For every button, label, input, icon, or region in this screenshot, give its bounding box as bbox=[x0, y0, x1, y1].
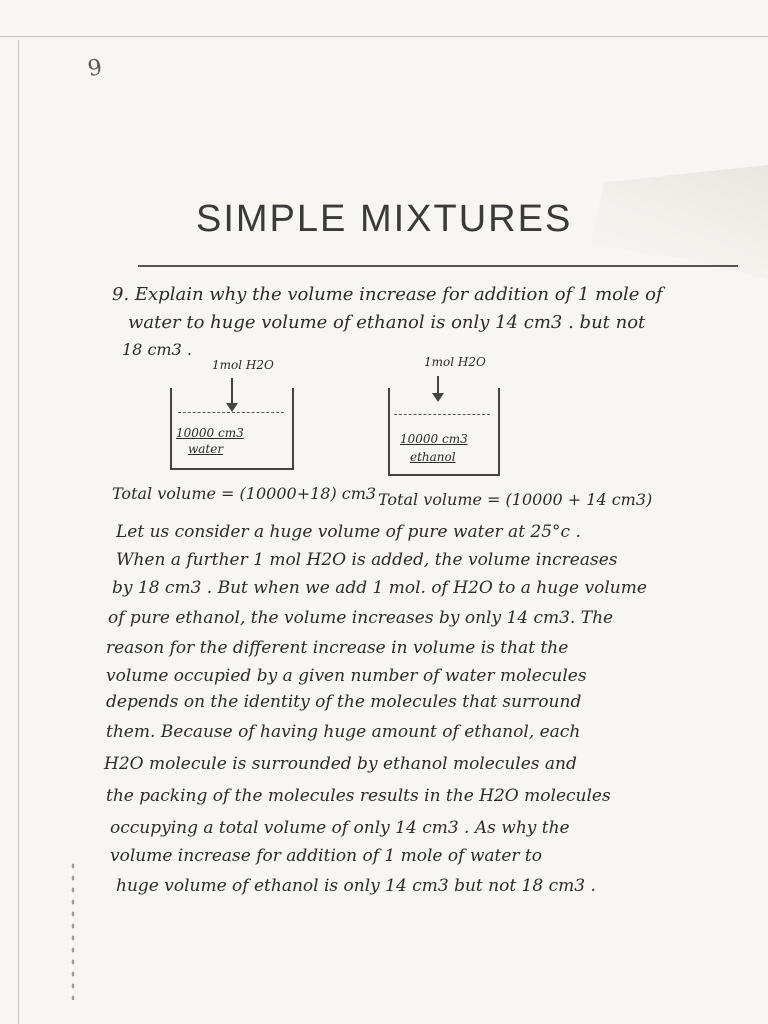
page-number: 9 bbox=[85, 54, 105, 83]
binding-dots bbox=[70, 860, 76, 1000]
answer-line: huge volume of ethanol is only 14 cm3 but not 18 cm3 . bbox=[116, 876, 596, 896]
left-beaker-label: 1mol H2O bbox=[212, 358, 274, 372]
left-beaker bbox=[170, 388, 294, 470]
right-total-volume: Total volume = (10000 + 14 cm3) bbox=[378, 490, 653, 509]
page-title: SIMPLE MIXTURES bbox=[196, 198, 573, 240]
answer-line: volume increase for addition of 1 mole of water to bbox=[110, 846, 542, 866]
right-beaker-liquid: ethanol bbox=[410, 450, 456, 464]
right-beaker-label: 1mol H2O bbox=[424, 355, 486, 369]
title-underline bbox=[138, 265, 738, 267]
question-line: water to huge volume of ethanol is only 14 cm3 . but not bbox=[128, 312, 646, 333]
right-beaker-volume: 10000 cm3 bbox=[400, 432, 468, 446]
page-top-rule bbox=[0, 36, 768, 37]
answer-line: depends on the identity of the molecules that surround bbox=[106, 692, 582, 712]
answer-line: When a further 1 mol H2O is added, the volume increases bbox=[116, 550, 618, 570]
answer-line: the packing of the molecules results in the H2O molecules bbox=[106, 786, 611, 806]
left-total-volume: Total volume = (10000+18) cm3 bbox=[112, 484, 377, 503]
answer-line: of pure ethanol, the volume increases by only 14 cm3. The bbox=[108, 608, 614, 628]
answer-line: reason for the different increase in volume is that the bbox=[106, 638, 569, 658]
right-beaker bbox=[388, 388, 500, 476]
answer-line: volume occupied by a given number of water molecules bbox=[106, 666, 587, 686]
liquid-surface-line bbox=[394, 414, 490, 415]
liquid-surface-line bbox=[178, 412, 284, 413]
question-line: 18 cm3 . bbox=[122, 340, 192, 359]
answer-line: Let us consider a huge volume of pure water at 25°c . bbox=[116, 522, 581, 542]
answer-line: them. Because of having huge amount of ethanol, each bbox=[106, 722, 581, 742]
left-beaker-volume: 10000 cm3 bbox=[176, 426, 244, 440]
answer-line: by 18 cm3 . But when we add 1 mol. of H2O to a huge volume bbox=[112, 578, 647, 598]
answer-line: H2O molecule is surrounded by ethanol molecules and bbox=[104, 754, 577, 774]
page-margin-rule bbox=[18, 40, 19, 1024]
left-beaker-liquid: water bbox=[188, 442, 224, 456]
question-line: 9. Explain why the volume increase for addition of 1 mole of bbox=[112, 284, 663, 305]
folded-paper-corner bbox=[590, 165, 768, 280]
answer-line: occupying a total volume of only 14 cm3 . As why the bbox=[110, 818, 570, 838]
